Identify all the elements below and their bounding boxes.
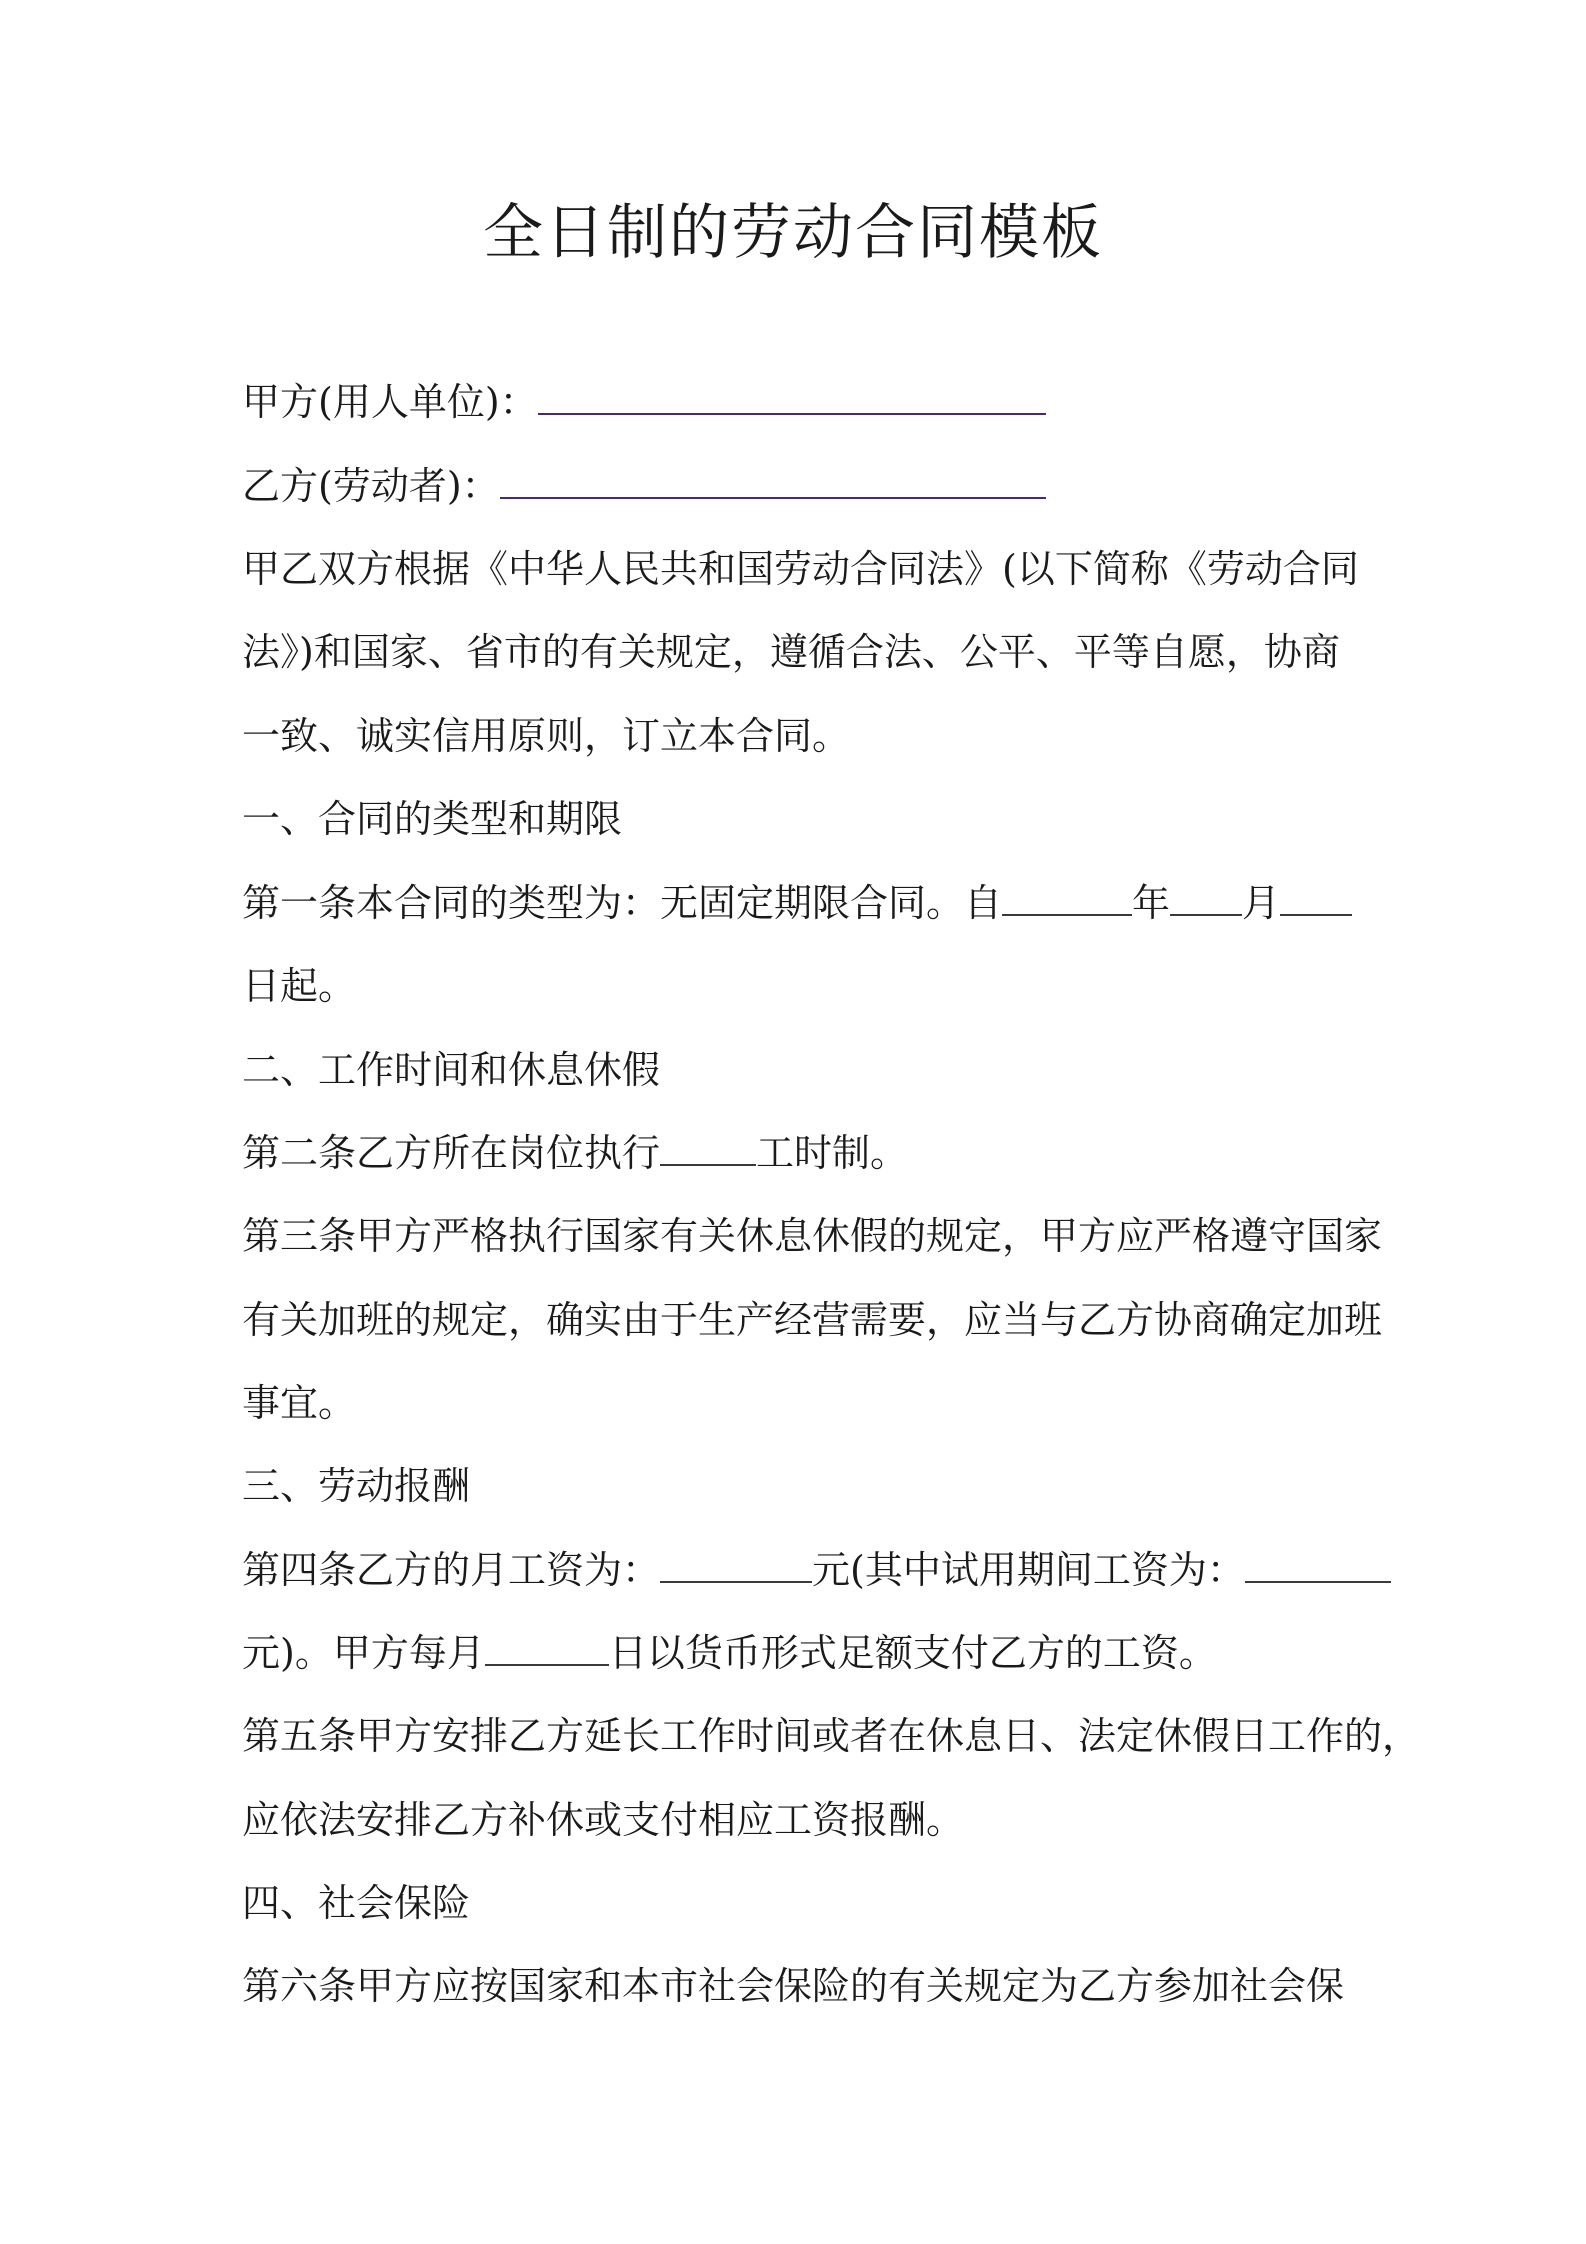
section-1-heading: 一、合同的类型和期限	[242, 797, 623, 841]
article-6-line-1: 第六条甲方应按国家和本市社会保险的有关规定为乙方参加社会保	[242, 1964, 1345, 2008]
party-b-line	[242, 462, 1046, 510]
article-4-line-2	[242, 1629, 1217, 1677]
article-4-line-2-suffix: 日以货币形式足额支付乙方的工资。	[608, 1631, 1217, 1675]
start-year-blank[interactable]	[1002, 880, 1132, 916]
article-5-line-2: 应依法安排乙方补休或支付相应工资报酬。	[242, 1798, 965, 1842]
preamble-line-2: 法》)和国家、省市的有关规定，遵循合法、公平、平等自愿，协商	[242, 630, 1340, 674]
pay-day-blank[interactable]	[485, 1630, 609, 1666]
party-a-label: 甲方(用人单位)：	[242, 380, 538, 424]
document-title: 全日制的劳动合同模板	[483, 198, 1103, 268]
section-2-heading: 二、工作时间和休息休假	[242, 1048, 661, 1092]
article-2-line	[242, 1129, 908, 1177]
preamble-line-3: 一致、诚实信用原则，订立本合同。	[242, 714, 851, 758]
start-day-blank[interactable]	[1280, 880, 1352, 916]
year-label: 年	[1132, 881, 1171, 925]
monthly-salary-blank[interactable]	[660, 1547, 812, 1583]
party-a-line	[242, 378, 1046, 426]
party-b-blank[interactable]	[500, 463, 1046, 499]
start-month-blank[interactable]	[1170, 880, 1242, 916]
probation-salary-blank[interactable]	[1245, 1547, 1391, 1583]
party-b-label: 乙方(劳动者)：	[242, 464, 500, 508]
article-1-line-2: 日起。	[242, 964, 357, 1008]
article-2-text: 第二条乙方所在岗位执行	[242, 1131, 661, 1175]
article-4-line-1	[242, 1546, 1391, 1594]
article-4-probation-text: 元(其中试用期间工资为：	[812, 1548, 1245, 1592]
article-1-text: 第一条本合同的类型为：无固定期限合同。自	[242, 881, 1003, 925]
work-hours-blank[interactable]	[660, 1130, 756, 1166]
article-3-line-3: 事宜。	[242, 1381, 357, 1425]
article-1-line-1	[242, 879, 1352, 927]
month-label: 月	[1242, 881, 1281, 925]
article-5-line-1: 第五条甲方安排乙方延长工作时间或者在休息日、法定休假日工作的，	[242, 1714, 1421, 1758]
preamble-line-1: 甲乙双方根据《中华人民共和国劳动合同法》(以下简称《劳动合同	[242, 547, 1359, 591]
article-4-text: 第四条乙方的月工资为：	[242, 1548, 661, 1592]
section-3-heading: 三、劳动报酬	[242, 1464, 471, 1508]
article-3-line-1: 第三条甲方严格执行国家有关休息休假的规定，甲方应严格遵守国家	[242, 1214, 1383, 1258]
article-2-suffix: 工时制。	[756, 1131, 909, 1175]
article-4-line-2-text: 元)。甲方每月	[242, 1631, 485, 1675]
section-4-heading: 四、社会保险	[242, 1881, 471, 1925]
party-a-blank[interactable]	[538, 379, 1046, 415]
article-3-line-2: 有关加班的规定，确实由于生产经营需要，应当与乙方协商确定加班	[242, 1298, 1383, 1342]
